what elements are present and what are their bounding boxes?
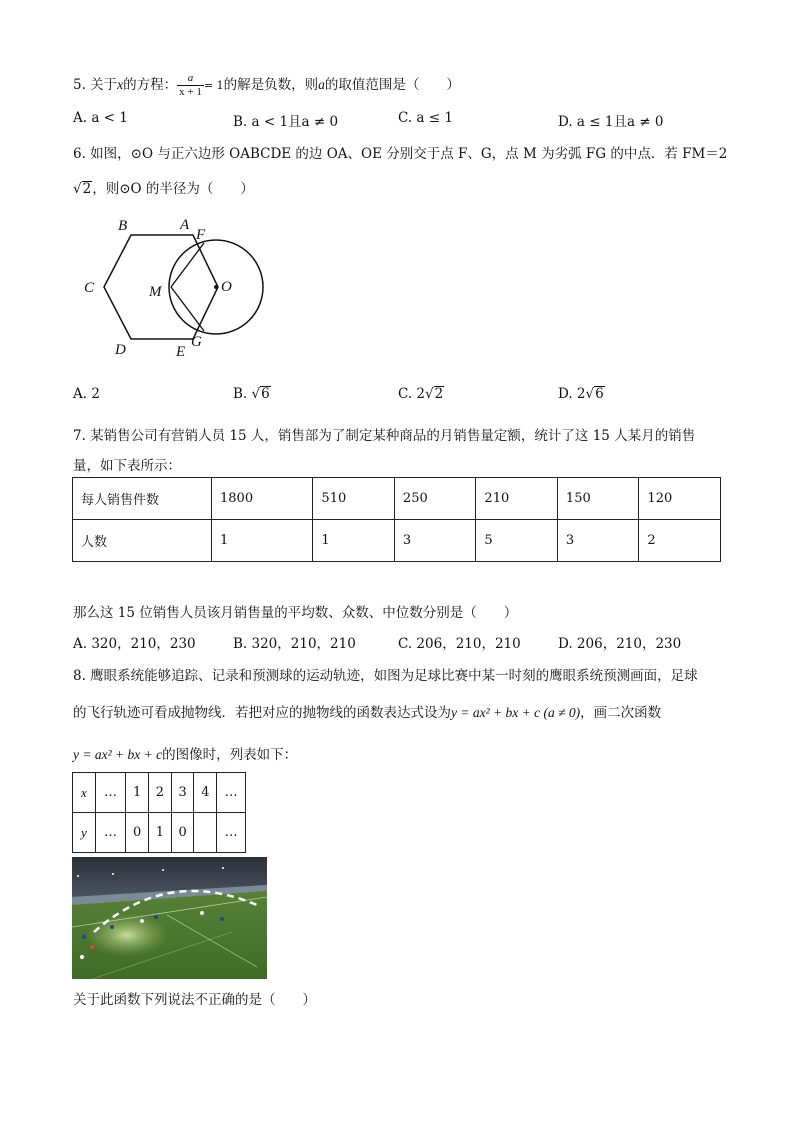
q6-option-a-text: A. 2 [73, 386, 100, 402]
q5-frac-numerator: a [177, 72, 204, 86]
table-cell: 4 [194, 773, 217, 813]
q7-stem-line1: 7. 某销售公司有营销人员 15 人，销售部为了制定某种商品的月销售量定额，统计了这 15 人某月的销售 [73, 428, 696, 444]
table-cell: 每人销售件数 [73, 478, 212, 520]
sqrt-sign: √ [251, 386, 261, 402]
label-g: G [191, 334, 202, 350]
table-cell: 250 [394, 478, 476, 520]
q7-stem-line2: 量，如下表所示： [73, 458, 181, 474]
q5-option-a: A. a < 1 [73, 110, 128, 126]
sqrt-sign: √ [585, 386, 595, 402]
label-b: B [118, 218, 128, 234]
q6-stem-line1: 6. 如图，⊙O 与正六边形 OABCDE 的边 OA、OE 分别交于点 F、G，点 M 为劣弧 FG 的中点．若 FM＝2 [73, 146, 728, 162]
q6-option-b-radicand: 6 [261, 386, 270, 402]
q6-option-d-prefix: D. 2 [558, 386, 586, 402]
table-cell: 1 [149, 813, 172, 853]
q5-option-b: B. a < 1且a ≠ 0 [233, 114, 339, 130]
table-cell [194, 813, 217, 853]
q6-stem-end: ，则⊙O 的半径为（ ） [92, 181, 254, 197]
table-cell: 510 [313, 478, 395, 520]
table-cell: … [217, 773, 246, 813]
q5-stem-mid: 的方程： [123, 77, 178, 93]
q5-option-d: D. a ≤ 1且a ≠ 0 [558, 114, 664, 130]
point-o [214, 285, 218, 289]
q7-sales-table [72, 477, 721, 562]
q7-question: 那么这 15 位销售人员该月销售量的平均数、众数、中位数分别是（ ） [73, 605, 518, 621]
sqrt-sign: √ [73, 181, 82, 197]
q8-line3-post: 的图像时，列表如下： [162, 747, 298, 763]
q8-line2-pre: 的飞行轨迹可看成抛物线．若把对应的抛物线的函数表达式设为 [73, 705, 451, 721]
table-cell: … [95, 813, 126, 853]
label-e: E [176, 344, 186, 360]
label-c: C [84, 280, 95, 296]
table-cell: 3 [394, 520, 476, 562]
q8-stem-line3 [73, 743, 297, 763]
table-cell: 0 [126, 813, 149, 853]
table-row [73, 520, 721, 562]
table-cell: 人数 [73, 520, 212, 562]
q8-stem-line1: 8. 鹰眼系统能够追踪、记录和预测球的运动轨迹，如图为足球比赛中某一时刻的鹰眼系统预测画面，足球 [73, 668, 698, 684]
q6-option-a [73, 386, 100, 402]
q6-option-c-prefix: C. 2 [398, 386, 426, 402]
q5-option-c: C. a ≤ 1 [398, 110, 453, 126]
q6-sqrt-2: 2 [82, 181, 92, 197]
label-a: A [180, 217, 190, 233]
football-hawkeye-photo [72, 857, 267, 979]
table-cell: 1800 [212, 478, 313, 520]
table-row [73, 773, 246, 813]
table-cell: y [73, 813, 96, 853]
table-cell: 2 [639, 520, 721, 562]
label-f: F [196, 227, 206, 243]
table-cell: 3 [171, 773, 194, 813]
q8-stem-line2 [73, 701, 661, 721]
q5-var-x: x [117, 77, 124, 92]
table-cell: 1 [126, 773, 149, 813]
label-m: M [149, 284, 162, 300]
table-cell: … [95, 773, 126, 813]
q8-formula: y = ax² + bx + c (a ≠ 0) [451, 705, 581, 720]
table-cell: 120 [639, 478, 721, 520]
q5-stem-pre: 5. 关于 [73, 77, 118, 93]
table-cell: 1 [313, 520, 395, 562]
q8-line2-post: ，画二次函数 [580, 705, 662, 721]
sqrt-sign: √ [425, 386, 434, 402]
q6-option-b-prefix: B. [233, 386, 252, 402]
table-cell: x [73, 773, 96, 813]
q6-option-d-radicand: 6 [595, 386, 604, 402]
table-cell: 5 [476, 520, 558, 562]
q6-option-c [398, 386, 444, 402]
table-row [73, 478, 721, 520]
q5-frac-denominator: x + 1 [179, 86, 202, 98]
q6-hexagon-circle-figure [76, 212, 276, 362]
q8-question: 关于此函数下列说法不正确的是（ ） [73, 992, 316, 1008]
q8-formula-2: y = ax² + bx + c [73, 747, 163, 762]
q5-stem-end: 的取值范围是（ ） [324, 77, 460, 93]
label-d: D [115, 342, 126, 358]
table-cell: 0 [171, 813, 194, 853]
table-cell: 210 [476, 478, 558, 520]
table-cell: 3 [557, 520, 639, 562]
table-cell: 2 [149, 773, 172, 813]
table-cell: 150 [557, 478, 639, 520]
q6-stem-line2 [73, 177, 254, 197]
q7-option-a: A. 320，210，230 [73, 636, 196, 652]
q7-option-c: C. 206，210，210 [398, 636, 521, 652]
q5-fraction [177, 72, 204, 99]
q5-eq-rhs: = 1 [203, 79, 224, 92]
q7-option-b: B. 320，210，210 [233, 636, 356, 652]
q6-option-b [233, 386, 271, 402]
label-o: O [221, 279, 232, 295]
table-row [73, 813, 246, 853]
q5-stem [73, 72, 460, 99]
q6-option-c-radicand: 2 [434, 386, 444, 402]
q5-var-a: a [318, 77, 325, 92]
q5-stem-post: 的解是负数，则 [223, 77, 319, 93]
q8-value-table [72, 772, 246, 853]
q7-option-d: D. 206，210，230 [558, 636, 682, 652]
table-cell: 1 [212, 520, 313, 562]
table-cell: … [217, 813, 246, 853]
q6-option-d [558, 386, 605, 402]
